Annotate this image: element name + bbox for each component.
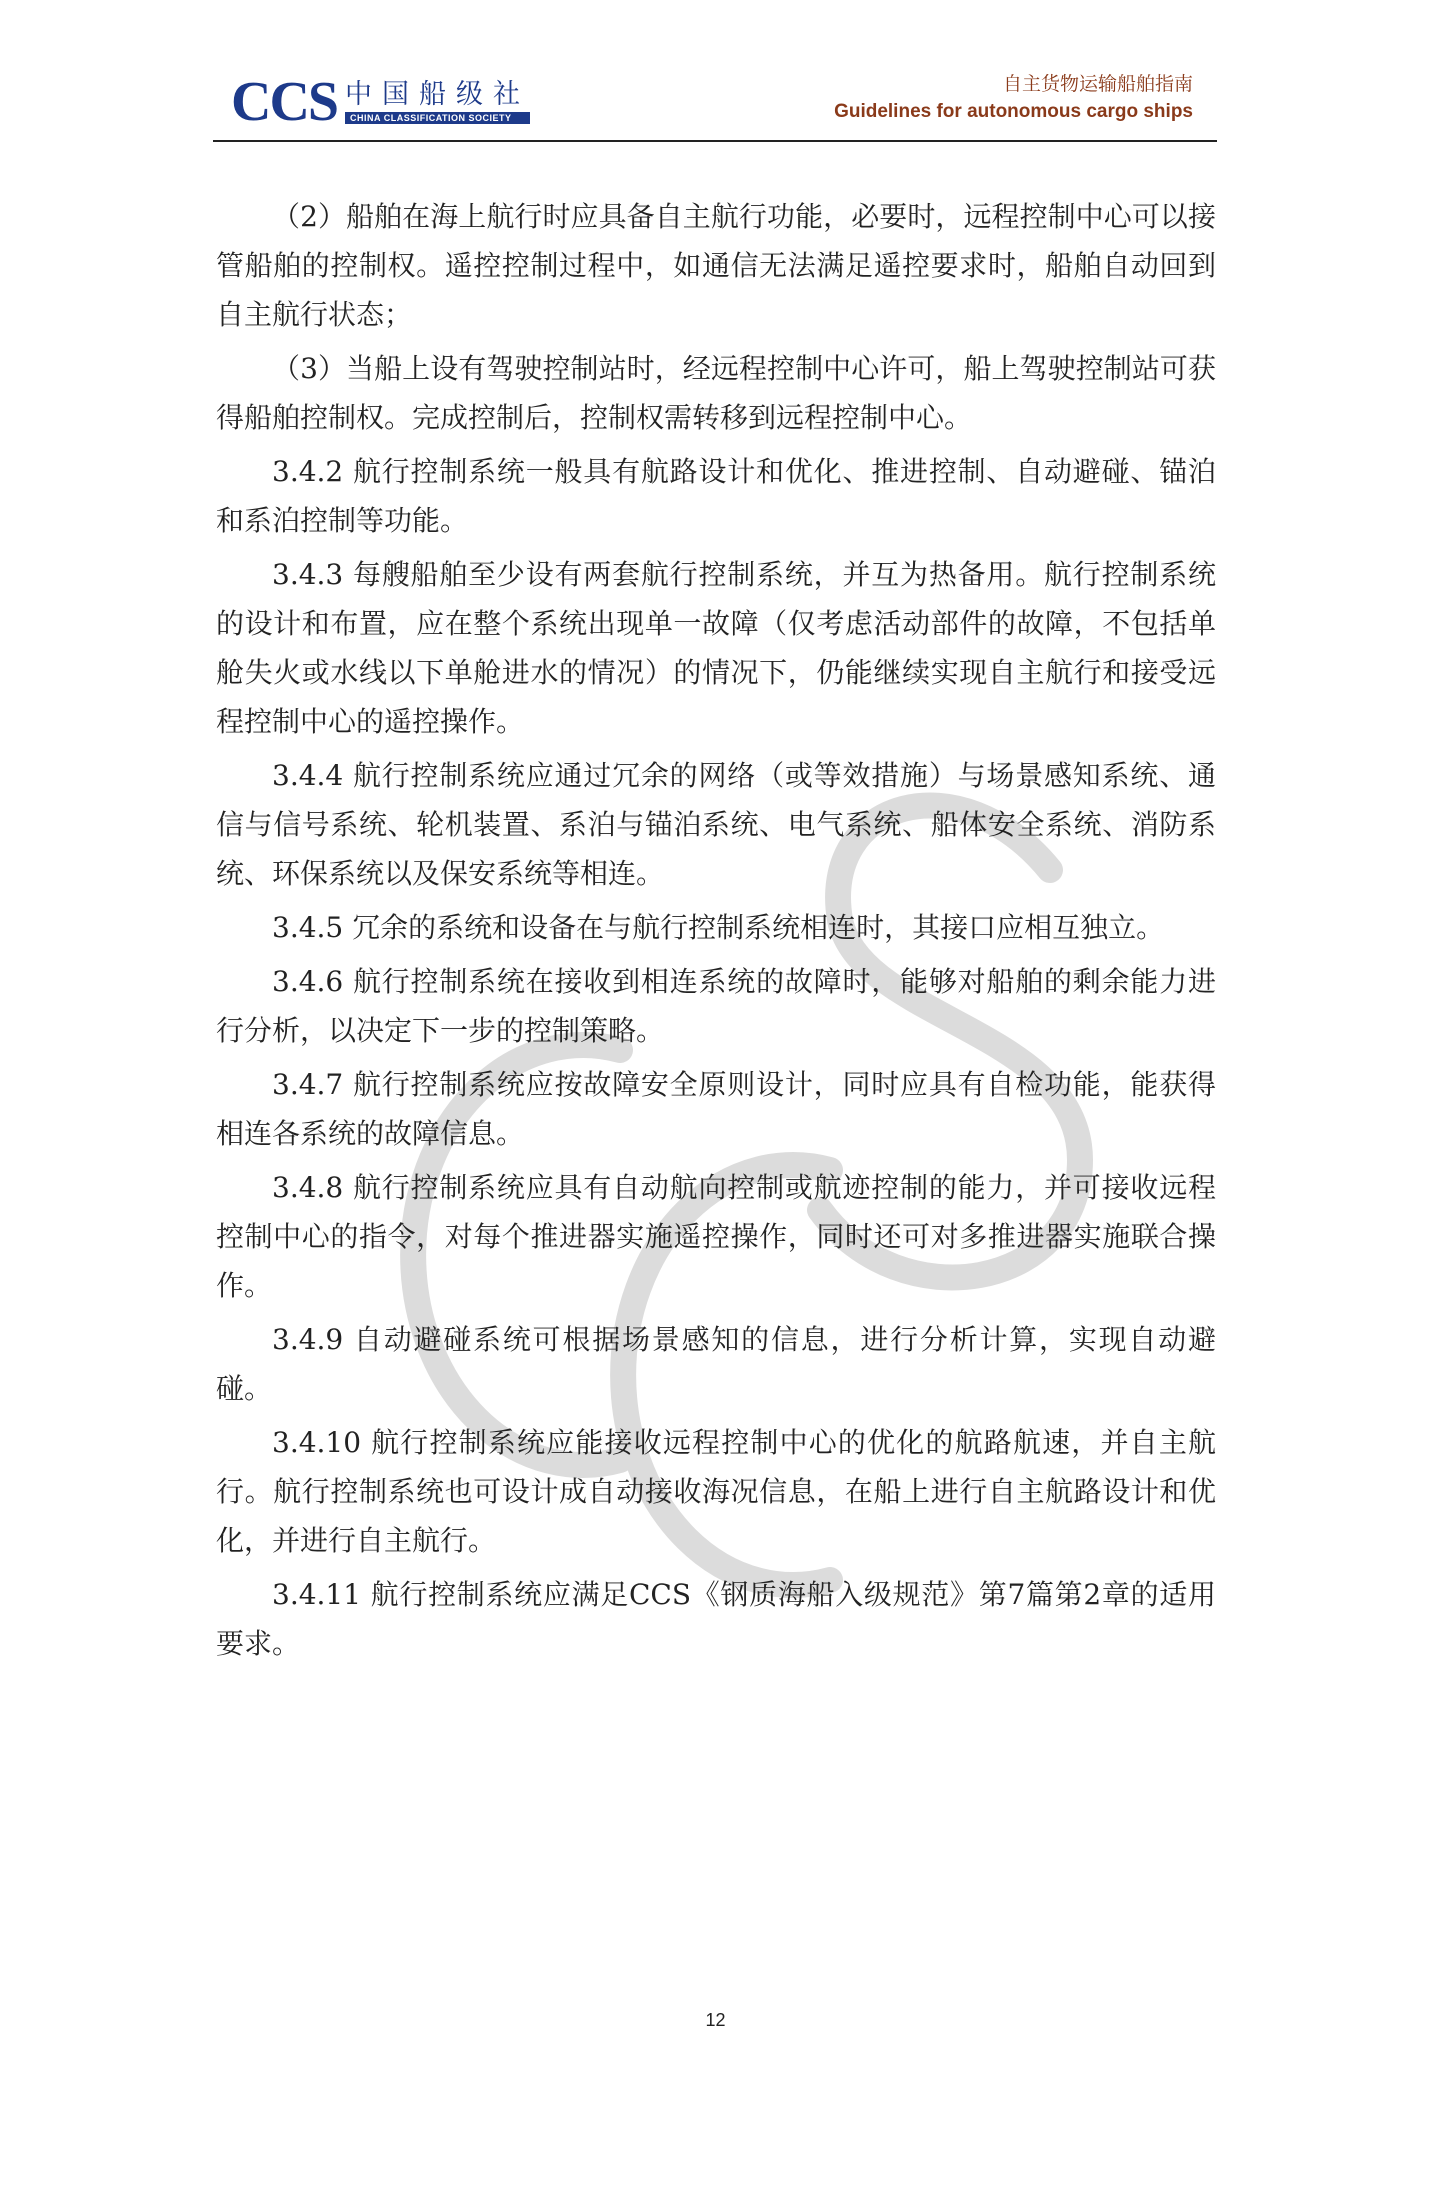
page-number: 12	[705, 2010, 726, 2030]
paragraph: 3.4.4 航行控制系统应通过冗余的网络（或等效措施）与场景感知系统、通信与信号系统、轮机装置、系泊与锚泊系统、电气系统、船体安全系统、消防系统、环保系统以及保安系统等相连。	[216, 759, 1216, 890]
page-header	[213, 70, 1213, 140]
document-body	[216, 192, 1216, 1673]
paragraph: 3.4.10 航行控制系统应能接收远程控制中心的优化的航路航速，并自主航行。航行控制系统也可设计成自动接收海况信息，在船上进行自主航路设计和优化，并进行自主航行。	[216, 1426, 1216, 1557]
document-title-en: Guidelines for autonomous cargo ships	[834, 101, 1193, 122]
document-title-cn: 自主货物运输船舶指南	[1002, 73, 1193, 95]
document-title-block	[834, 70, 1193, 126]
paragraph: 3.4.2 航行控制系统一般具有航路设计和优化、推进控制、自动避碰、锚泊和系泊控制等功能。	[216, 455, 1216, 537]
paragraph: （2）船舶在海上航行时应具备自主航行功能，必要时，远程控制中心可以接管船舶的控制权。遥控控制过程中，如通信无法满足遥控要求时，船舶自动回到自主航行状态；	[216, 200, 1216, 331]
paragraph: 3.4.5 冗余的系统和设备在与航行控制系统相连时，其接口应相互独立。	[272, 911, 1165, 944]
logo-chinese-name: 中国船级社	[345, 79, 531, 110]
paragraph: 3.4.7 航行控制系统应按故障安全原则设计，同时应具有自检功能，能获得相连各系统的故障信息。	[216, 1068, 1216, 1150]
logo-english-name: CHINA CLASSIFICATION SOCIETY	[345, 112, 530, 124]
paragraph: 3.4.3 每艘船舶至少设有两套航行控制系统，并互为热备用。航行控制系统的设计和布置，应在整个系统出现单一故障（仅考虑活动部件的故障，不包括单舱失火或水线以下单舱进水的情况）的情况下，仍能继续实现自主航行和接受远程控制中心的遥控操作。	[216, 558, 1216, 738]
paragraph: （3）当船上设有驾驶控制站时，经远程控制中心许可，船上驾驶控制站可获得船舶控制权。完成控制后，控制权需转移到远程控制中心。	[216, 352, 1216, 434]
header-divider	[213, 140, 1217, 142]
ccs-logo	[231, 72, 530, 132]
paragraph: 3.4.6 航行控制系统在接收到相连系统的故障时，能够对船舶的剩余能力进行分析，以决定下一步的控制策略。	[216, 965, 1216, 1047]
paragraph: 3.4.8 航行控制系统应具有自动航向控制或航迹控制的能力，并可接收远程控制中心的指令，对每个推进器实施遥控操作，同时还可对多推进器实施联合操作。	[216, 1171, 1216, 1302]
paragraph: 3.4.11 航行控制系统应满足CCS《钢质海船入级规范》第7篇第2章的适用要求。	[216, 1578, 1216, 1660]
logo-wordmark: CCS	[231, 71, 338, 133]
paragraph: 3.4.9 自动避碰系统可根据场景感知的信息，进行分析计算，实现自动避碰。	[216, 1323, 1216, 1405]
